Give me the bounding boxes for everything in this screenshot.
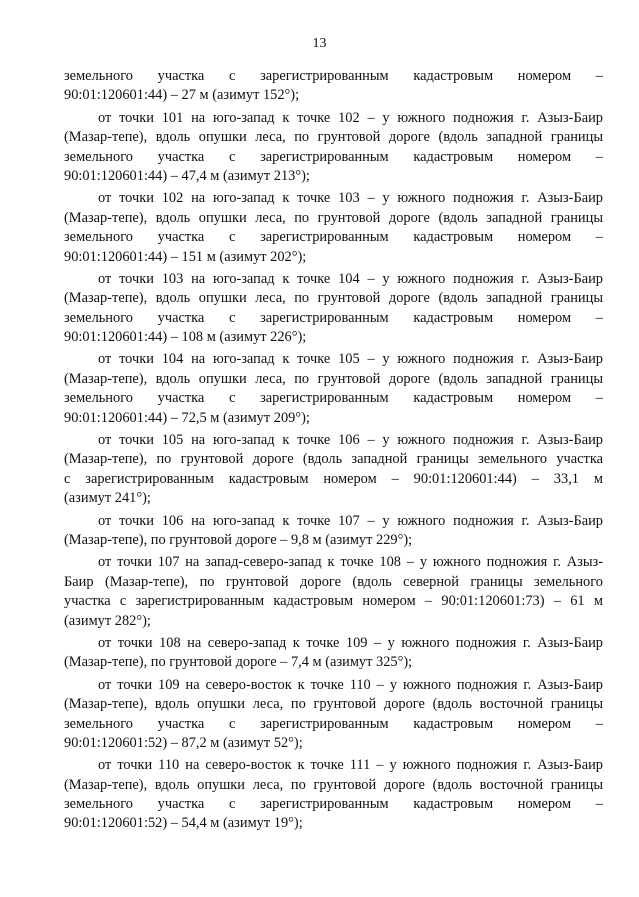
text-line: (Мазар-тепе), вдоль опушки леса, по грунтовой дороге (вдоль западной границы xyxy=(64,209,603,226)
text-line: земельного участка с зарегистрированным кадастровым номером – xyxy=(64,148,603,165)
paragraph xyxy=(64,189,603,267)
text-line: 90:01:120601:52) – 87,2 м (азимут 52°); xyxy=(64,734,303,751)
document-body xyxy=(64,67,603,837)
text-line: земельного участка с зарегистрированным кадастровым номером – xyxy=(64,715,603,732)
text-line: земельного участка с зарегистрированным кадастровым номером – xyxy=(64,68,603,84)
paragraph xyxy=(64,67,603,106)
text-line: земельного участка с зарегистрированным кадастровым номером – xyxy=(64,390,603,407)
text-line: от точки 108 на северо-запад к точке 109 – у южного подножия г. Азыз-Баир xyxy=(98,634,603,651)
text-line: (Мазар-тепе), по грунтовой дороге – 9,8 м (азимут 229°); xyxy=(64,531,413,548)
text-line: (Мазар-тепе), вдоль опушки леса, по грунтовой дороге (вдоль западной границы xyxy=(64,290,603,307)
text-line: от точки 101 на юго-запад к точке 102 – у южного подножия г. Азыз-Баир xyxy=(98,109,603,126)
text-line: 90:01:120601:44) – 27 м (азимут 152°); xyxy=(64,87,300,104)
text-line: 90:01:120601:52) – 54,4 м (азимут 19°); xyxy=(64,815,303,832)
text-line: (азимут 282°); xyxy=(64,612,151,629)
paragraph xyxy=(64,350,603,428)
text-line: от точки 107 на запад-северо-запад к точке 108 – у южного подножия г. Азыз- xyxy=(98,554,603,571)
text-line: от точки 110 на северо-восток к точке 111 – у южного подножия г. Азыз-Баир xyxy=(98,757,603,774)
text-line: 90:01:120601:44) – 108 м (азимут 226°); xyxy=(64,329,307,346)
text-line: участка с зарегистрированным кадастровым номером – 90:01:120601:73) – 61 м xyxy=(64,593,603,610)
paragraph xyxy=(64,634,603,673)
text-line: 90:01:120601:44) – 47,4 м (азимут 213°); xyxy=(64,167,310,184)
text-line: земельного участка с зарегистрированным кадастровым номером – xyxy=(64,796,603,813)
text-line: от точки 102 на юго-запад к точке 103 – у южного подножия г. Азыз-Баир xyxy=(98,190,603,207)
text-line: (азимут 241°); xyxy=(64,490,151,507)
text-line: 90:01:120601:44) – 151 м (азимут 202°); xyxy=(64,248,307,265)
text-line: земельного участка с зарегистрированным кадастровым номером – xyxy=(64,229,603,246)
text-line: от точки 105 на юго-запад к точке 106 – у южного подножия г. Азыз-Баир xyxy=(98,432,603,449)
text-line: Баир (Мазар-тепе), по грунтовой дороге (вдоль северной границы земельного xyxy=(64,573,603,590)
paragraph xyxy=(64,512,603,551)
text-line: от точки 103 на юго-запад к точке 104 – у южного подножия г. Азыз-Баир xyxy=(98,270,603,287)
text-line: (Мазар-тепе), вдоль опушки леса, по грунтовой дороге (вдоль восточной границы xyxy=(64,776,603,793)
paragraph xyxy=(64,270,603,348)
text-line: земельного участка с зарегистрированным кадастровым номером – xyxy=(64,309,603,326)
text-line: от точки 104 на юго-запад к точке 105 – у южного подножия г. Азыз-Баир xyxy=(98,351,603,368)
text-line: от точки 106 на юго-запад к точке 107 – у южного подножия г. Азыз-Баир xyxy=(98,512,603,529)
paragraph xyxy=(64,756,603,834)
text-line: 90:01:120601:44) – 72,5 м (азимут 209°); xyxy=(64,409,310,426)
text-line: (Мазар-тепе), вдоль опушки леса, по грунтовой дороге (вдоль западной границы xyxy=(64,129,603,146)
paragraph xyxy=(64,553,603,631)
paragraph xyxy=(64,676,603,754)
text-line: с зарегистрированным кадастровым номером – 90:01:120601:44) – 33,1 м xyxy=(64,470,603,487)
paragraph xyxy=(64,431,603,509)
text-line: (Мазар-тепе), по грунтовой дороге – 7,4 м (азимут 325°); xyxy=(64,654,413,671)
paragraph xyxy=(64,109,603,187)
text-line: (Мазар-тепе), вдоль опушки леса, по грунтовой дороге (вдоль западной границы xyxy=(64,370,603,387)
text-line: от точки 109 на северо-восток к точке 110 – у южного подножия г. Азыз-Баир xyxy=(98,676,603,693)
text-line: (Мазар-тепе), по грунтовой дороге (вдоль западной границы земельного участка xyxy=(64,451,603,468)
text-line: (Мазар-тепе), вдоль опушки леса, по грунтовой дороге (вдоль восточной границы xyxy=(64,696,603,713)
page-number: 13 xyxy=(312,36,327,51)
